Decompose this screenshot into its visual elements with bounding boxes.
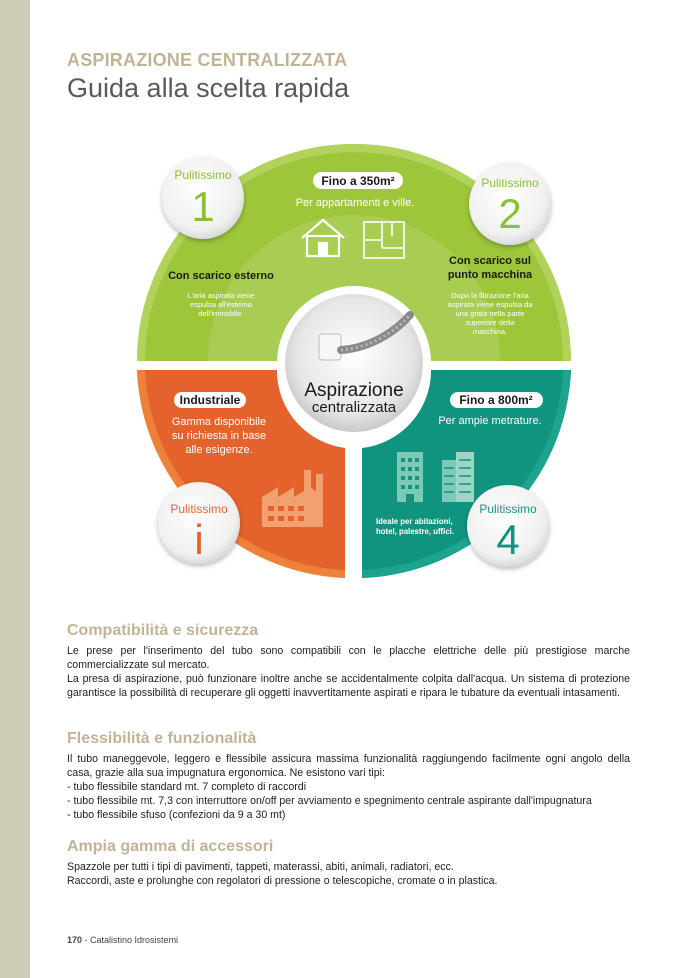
paragraph: Le prese per l'inserimento del tubo sono compatibili con le placche elettriche delle più prestigiose marche commercializzate sul mercato. (67, 645, 630, 671)
q1-heading: Con scarico esterno (168, 270, 274, 282)
badge-4-number: 4 (496, 516, 520, 563)
section-heading-compatibility: Compatibilità e sicurezza (67, 622, 259, 639)
page-title: Guida alla scelta rapida (67, 73, 350, 103)
page-number: 170 (67, 935, 83, 945)
page-footer (67, 935, 178, 945)
badge-i-brand: Pulitissimo (170, 502, 228, 516)
apartment-building-icon (397, 452, 423, 502)
green-subtitle: Per appartamenti e ville. (295, 197, 415, 209)
q1-text-line-2: espulsa all'esterno (190, 300, 252, 309)
section-heading-flexibility: Flessibilità e funzionalità (67, 730, 257, 747)
industrial-text-line-2: su richiesta in base (171, 430, 267, 442)
center-title-line2: centralizzata (311, 399, 397, 416)
list-item: - tubo flessibile sfuso (confezioni da 9 a 30 mt) (67, 809, 286, 821)
q2-text-line-2: aspirata viene espulsa da (447, 300, 533, 309)
industrial-pill-text: Industriale (179, 393, 241, 407)
list-item: - tubo flessibile standard mt. 7 completo di raccordi (67, 781, 307, 793)
q1-text-line-3: dell'immobile. (198, 309, 244, 318)
wall-socket-illustration (319, 334, 341, 360)
surface-pill-800-text: Fino a 800m² (459, 393, 533, 407)
q4-text-line-2: hotel, palestre, uffici. (376, 527, 454, 536)
footer-text: - Catalistino Idrosistemi (82, 935, 179, 945)
page-kicker: ASPIRAZIONE CENTRALIZZATA (67, 50, 348, 70)
teal-subtitle: Per ampie metrature. (438, 415, 542, 427)
section-body-flexibility (67, 752, 630, 822)
list-item: - tubo flessibile mt. 7,3 con interruttore on/off per avviamento e spegnimento centrale aspirante dall'impugnatura (67, 795, 592, 807)
badge-4-brand: Pulitissimo (479, 502, 537, 516)
paragraph: Raccordi, aste e prolunghe con regolatori di pressione o telescopiche, cromate o in plastica. (67, 875, 498, 887)
q2-heading-line-1: Con scarico sul (449, 255, 531, 267)
q2-heading-line-2: punto macchina (447, 269, 533, 281)
q2-text-line-3: una grata nella parte (455, 309, 525, 318)
badge-2-number: 2 (498, 190, 522, 237)
paragraph: Spazzole per tutti i tipi di pavimenti, tappeti, materassi, abiti, animali, radiatori, ecc. (67, 861, 454, 873)
badge-1-brand: Pulitissimo (174, 168, 232, 182)
q4-text-line-1: Ideale per abitazioni, (376, 517, 453, 526)
badge-2-brand: Pulitissimo (481, 176, 539, 190)
surface-pill-350-text: Fino a 350m² (321, 174, 395, 188)
industrial-text-line-1: Gamma disponibile (171, 416, 267, 428)
q1-text-line-1: L'aria aspirata viene (187, 291, 255, 300)
badge-i-number: i (194, 516, 204, 563)
paragraph: Il tubo maneggevole, leggero e flessibile assicura massima funzionalità raggiungendo facilmente ogni angolo della casa, grazie alla sua impugnatura ergonomica. Ne esistono vari tipi: (67, 753, 630, 779)
section-heading-accessories: Ampia gamma di accessori (67, 838, 274, 855)
badge-1-number: 1 (191, 183, 215, 230)
q2-text-line-4: superiore della (465, 318, 515, 327)
center-title-line1: Aspirazione (304, 380, 404, 401)
paragraph: La presa di aspirazione, può funzionare inoltre anche se accidentalmente colpita dall'acqua. Un sistema di protezione garantisce la possibilità di recuperare gli oggetti inavvertitamente aspirati e ripara le tubature da eventuali intasamenti. (67, 673, 630, 699)
industrial-text-line-3: alle esigenze. (185, 444, 253, 456)
q2-text-line-5: macchina. (472, 327, 508, 336)
section-body-compatibility (67, 644, 630, 700)
q2-text-line-1: Dopo la filtrazione l'aria (451, 291, 529, 300)
section-body-accessories (67, 860, 630, 888)
